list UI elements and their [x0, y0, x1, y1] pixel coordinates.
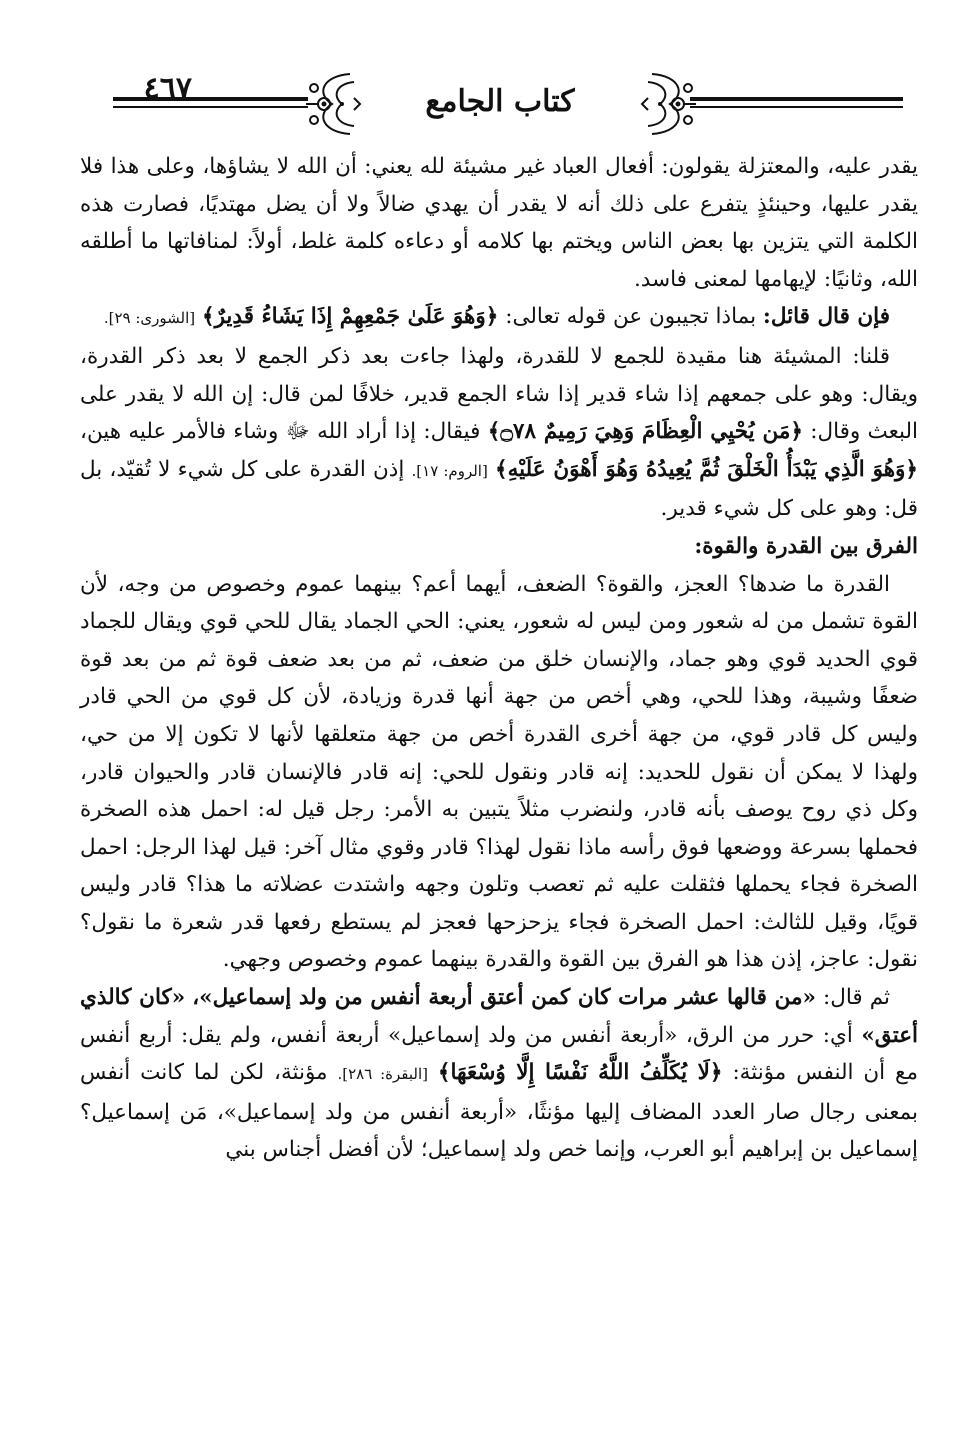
- paragraph: [80, 979, 918, 1169]
- paragraph-text: يقدر عليه، والمعتزلة يقولون: أفعال العباد غير مشيئة لله يعني: أن الله لا يشاؤها، وعلى هذا فلا يقدر عليها، وحينئذٍ يتفرع على ذلك أنه لا يقدر أن يهدي ضالاً ولا أن يضل مهتديًا، فصارت هذه الكلمة التي يتزين بها بعض الناس ويختم بها كلامه أو دعاءه كلمة غلط، أولاً: لمنافاتها ما أطلقه الله، وثانيًا: لإيهامها لمعنى فاسد.: [80, 154, 918, 292]
- paragraph-text: أي: حرر من الرق، «أربعة أنفس من ولد إسماعيل» أربعة أنفس، ولم يقل: أربع أنفس مع أن النفس مؤنثة:: [80, 1022, 918, 1086]
- verse-reference: [الشورى: ٢٩].: [103, 309, 196, 328]
- question-lead: فإن قال قائل:: [762, 304, 890, 330]
- verse-reference: [البقرة: ٢٨٦].: [337, 1065, 428, 1084]
- header-rule: [690, 97, 903, 101]
- paragraph-text: بماذا تجيبون عن قوله تعالى:: [505, 304, 757, 330]
- page-number: ٤٦٧: [143, 71, 192, 106]
- book-title: كتاب الجامع: [425, 84, 575, 119]
- paragraph-text: القدرة ما ضدها؟ العجز، والقوة؟ الضعف، أيهما أعم؟ بينهما عموم وخصوص من وجه، لأن القوة تشمل من له شعور ومن ليس له شعور، يعني: الحي الجماد يقال للحي قوي ويقال للجماد قوي الحديد قوي وهو جماد، والإنسان خلق من ضعف، ثم من بعد ضعف قوة ثم من بعد قوة ضعفًا وشيبة، وهذا للحي، وهي أخص من جهة أنها قدرة وزيادة، لأن كل قوي من الحي قادر وليس كل قادر قوي، من جهة أخرى القدرة أخص من جهة متعلقها لأنها لا تكون إلا من حي، ولهذا لا يمكن أن نقول للحديد: إنه قادر ونقول للحي: إنه قادر فالإنسان قادر والحيوان قادر، وكل ذي روح يوصف بأنه قادر، ولنضرب مثلاً يتبين به الأمر: رجل قيل له: احمل هذه الصخرة فحملها بسرعة ووضعها فوق رأسه ماذا نقول لهذا؟ قادر وقوي مثال آخر: قيل لهذا الرجل: احمل الصخرة فجاء يحملها فثقلت عليه ثم تعصب وتلون وجهه واشتدت عضلاته ما هذا؟ قادر وليس قويًا، وقيل للثالث: احمل الصخرة فجاء يزحزحها فعجز لم يستطع رفعها قدر شعرة ما نقول؟ نقول: عاجز، إذن هذا هو الفرق بين القوة والقدرة بينهما عموم وخصوص وجهي.: [80, 571, 918, 973]
- paragraph: [80, 566, 918, 980]
- page-body: [80, 148, 918, 1169]
- quran-verse: ﴿لَا يُكَلِّفُ اللَّهُ نَفْسًا إِلَّا وُسْعَهَا﴾: [437, 1060, 723, 1086]
- paragraph-text: مؤنثة، لكن لما كانت أنفس بمعنى رجال صار العدد المضاف إليها مؤنثًا، «أربعة أنفس من ولد إسماعيل»، مَن إسماعيل؟ إسماعيل بن إبراهيم أبو العرب، وإنما خص ولد إسماعيل؛ لأن أفضل أجناس بني: [80, 1060, 918, 1163]
- hadith-quote: «كان كالذي أعتق»: [80, 985, 919, 1048]
- quran-verse: ﴿وَهُوَ الَّذِي يَبْدَأُ الْخَلْقَ ثُمَّ يُعِيدُهُ وَهُوَ أَهْوَنُ عَلَيْهِ﴾: [494, 456, 919, 482]
- paragraph-text: إذن القدرة على كل شيء لا تُقيّد، بل قل: وهو على كل شيء قدير.: [80, 456, 918, 522]
- paragraph-text: فيقال: إذا أراد الله ﷻ وشاء فالأمر عليه هين،: [80, 419, 481, 445]
- ornament-icon: [302, 68, 362, 140]
- header-rule: [113, 106, 308, 108]
- paragraph: [80, 148, 918, 298]
- paragraph: [80, 298, 918, 338]
- hadith-quote: «من قالها عشر مرات كان كمن أعتق أربعة أنفس من ولد إسماعيل»،: [192, 985, 816, 1011]
- quran-verse: ﴿وَهُوَ عَلَىٰ جَمْعِهِمْ إِذَا يَشَاءُ قَدِيرٌ﴾: [201, 304, 499, 330]
- verse-reference: [الروم: ١٧].: [411, 461, 488, 480]
- paragraph-text: ثم قال:: [822, 985, 891, 1011]
- quran-verse: ﴿مَن يُحْيِي الْعِظَامَ وَهِيَ رَمِيمٌ ۝٧٨﴾: [487, 419, 803, 445]
- paragraph: [80, 338, 918, 528]
- paragraph-text: قلنا: المشيئة هنا مقيدة للجمع لا للقدرة، ولهذا جاءت بعد ذكر الجمع لا بعد ذكر القدرة، ويقال: وهو على جمعهم إذا شاء قدير إذا شاء الجمع قدير، خلافًا لمن قال: إن الله لا يقدر على البعث وقال:: [80, 343, 919, 445]
- ornament-icon: [640, 68, 700, 140]
- header-rule: [690, 106, 903, 108]
- section-heading: الفرق بين القدرة والقوة:: [694, 533, 918, 559]
